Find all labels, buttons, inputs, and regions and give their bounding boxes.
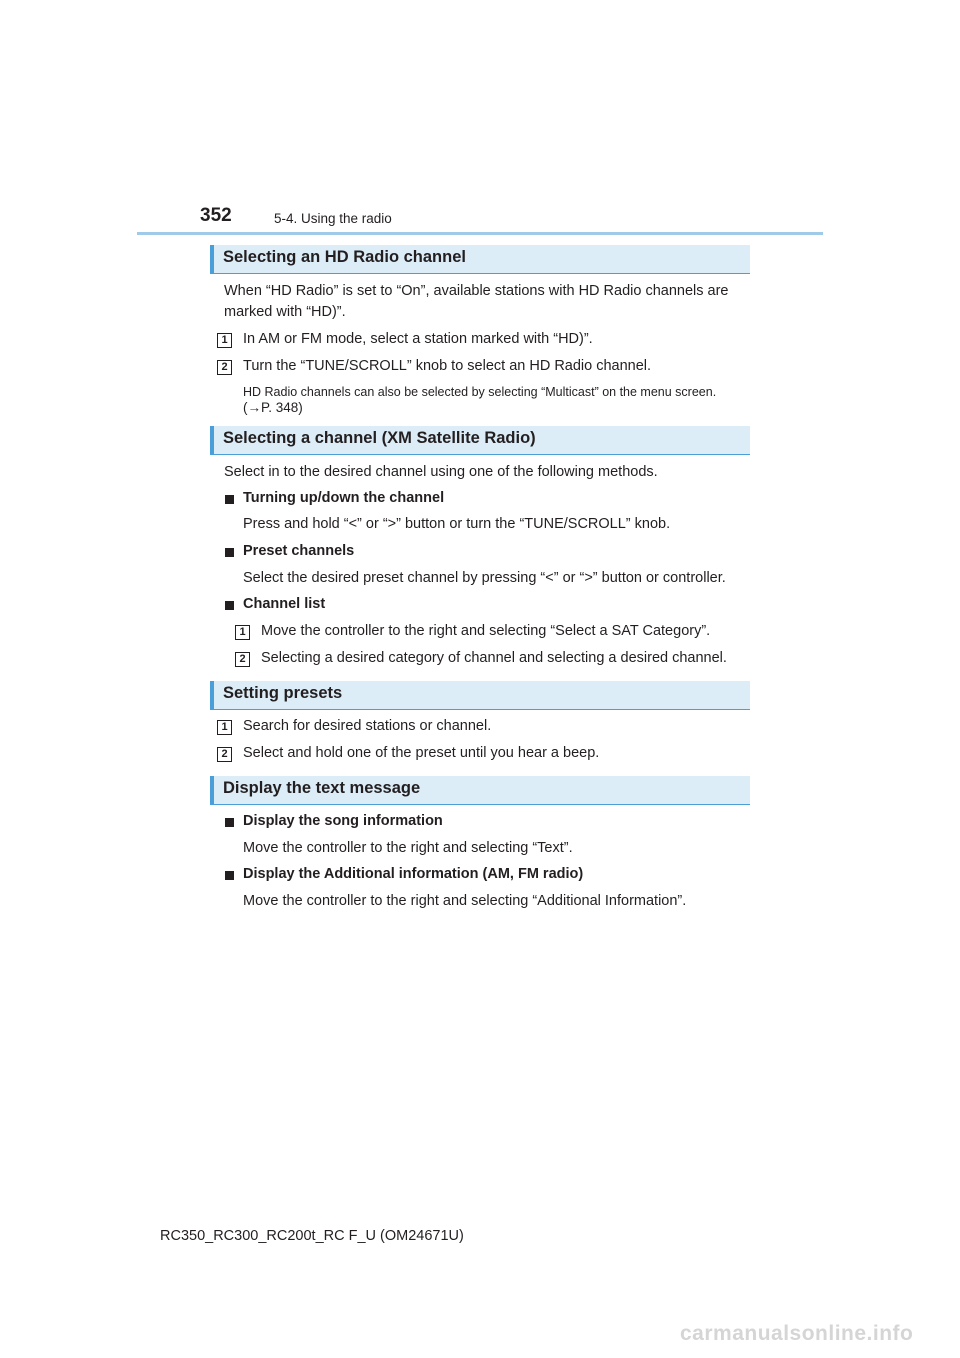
section-title: Selecting an HD Radio channel <box>223 248 466 266</box>
chapter-title: 5-4. Using the radio <box>274 211 392 226</box>
xm-intro: Select in to the desired channel using one of the following methods. <box>224 464 658 480</box>
footer-model: RC350_RC300_RC200t_RC F_U (OM24671U) <box>160 1228 464 1244</box>
bullet-square-icon <box>225 601 234 610</box>
step-number: 1 <box>235 625 250 640</box>
xm-item-heading: Channel list <box>243 596 326 612</box>
section-title: Selecting a channel (XM Satellite Radio) <box>223 429 536 447</box>
step-number: 2 <box>235 652 250 667</box>
section-title: Setting presets <box>223 684 343 702</box>
text-message-item-text: Move the controller to the right and selecting “Additional Information”. <box>243 893 687 909</box>
bullet-square-icon <box>225 871 234 880</box>
presets-step-1: Search for desired stations or channel. <box>243 718 492 734</box>
section-title: Display the text message <box>223 779 421 797</box>
presets-step-2: Select and hold one of the preset until you hear a beep. <box>243 745 600 761</box>
hd-step-1: In AM or FM mode, select a station marked with “HD)”. <box>243 331 593 347</box>
bullet-square-icon <box>225 548 234 557</box>
bullet-square-icon <box>225 818 234 827</box>
step-number: 1 <box>217 720 232 735</box>
hd-step-2: Turn the “TUNE/SCROLL” knob to select an HD Radio channel. <box>243 358 652 374</box>
step-number: 2 <box>217 747 232 762</box>
xm-item-text: Select the desired preset channel by pressing “<” or “>” button or controller. <box>243 570 726 586</box>
page-number: 352 <box>200 205 232 226</box>
section-presets-title <box>210 681 750 710</box>
xm-item-heading: Preset channels <box>243 543 355 559</box>
xm-item-text: Press and hold “<” or “>” button or turn the “TUNE/SCROLL” knob. <box>243 516 671 532</box>
section-text-message-title <box>210 776 750 805</box>
text-message-item-heading: Display the Additional information (AM, FM radio) <box>243 866 584 882</box>
bullet-square-icon <box>225 495 234 504</box>
text-message-item-text: Move the controller to the right and selecting “Text”. <box>243 840 573 856</box>
text-message-item-heading: Display the song information <box>243 813 443 829</box>
channel-list-step-1: Move the controller to the right and selecting “Select a SAT Category”. <box>261 623 711 639</box>
hd-intro-line2: marked with “HD)”. <box>224 304 346 320</box>
section-xm-title <box>210 426 750 455</box>
section-hd-radio-title <box>210 245 750 274</box>
step-number: 1 <box>217 333 232 348</box>
hd-note-line1: HD Radio channels can also be selected by selecting “Multicast” on the menu screen. <box>243 385 717 399</box>
header-rule <box>137 232 823 235</box>
channel-list-step-2: Selecting a desired category of channel and selecting a desired channel. <box>261 650 727 666</box>
watermark: carmanualsonline.info <box>680 1322 914 1345</box>
hd-intro-line1: When “HD Radio” is set to “On”, available stations with HD Radio channels are <box>224 283 729 299</box>
hd-note-line2: (→P. 348) <box>243 400 303 415</box>
xm-item-heading: Turning up/down the channel <box>243 490 445 506</box>
step-number: 2 <box>217 360 232 375</box>
